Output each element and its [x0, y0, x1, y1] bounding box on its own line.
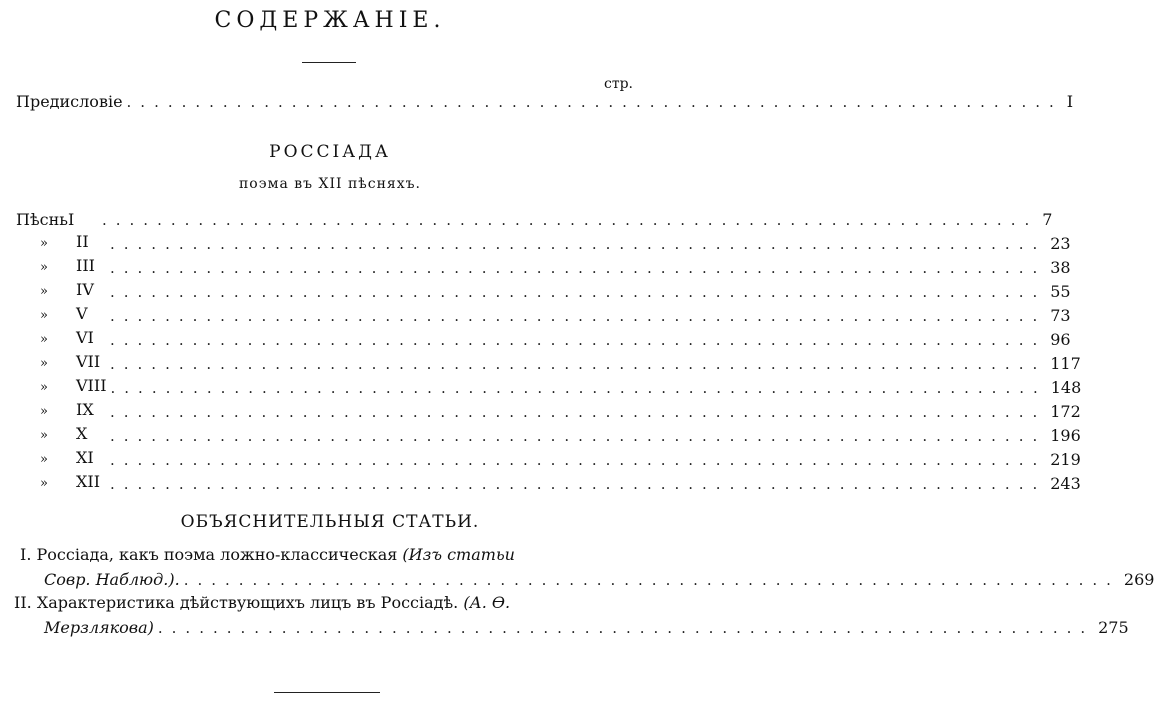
ditto-mark: » [40, 380, 48, 395]
toc-row-song [16, 254, 1071, 278]
toc-row-song [16, 302, 1071, 326]
ditto-mark: » [40, 260, 48, 275]
article-1-source-b: Совр. Наблюд.). [44, 570, 180, 589]
song-label [16, 210, 98, 230]
toc-row-song [16, 350, 1081, 374]
dot-leader: .................................................................... [110, 259, 1047, 277]
song-page: 55 [1050, 282, 1071, 301]
song-number: VIII [76, 376, 107, 395]
song-number: IX [76, 400, 94, 419]
end-rule [274, 692, 380, 693]
song-number: XII [76, 472, 101, 491]
ditto-mark: » [40, 284, 48, 299]
song-number: I [68, 210, 75, 229]
song-page: 23 [1050, 234, 1071, 253]
page-title: СОДЕРЖАНІЕ. [214, 8, 446, 33]
toc-row-article-2 [44, 614, 1129, 638]
dot-leader: .................................................................... [110, 403, 1047, 421]
section-heading-rossiada: РОССІАДА [269, 142, 391, 162]
dot-leader: .................................................................... [110, 307, 1047, 325]
toc-row-song [16, 398, 1081, 422]
dot-leader: .................................................................... [126, 93, 1063, 111]
song-label [16, 448, 106, 470]
ditto-mark: » [40, 404, 48, 419]
dot-leader: .................................................................... [102, 211, 1039, 229]
song-number: II [76, 232, 89, 251]
song-number: XI [76, 448, 94, 467]
toc-row-preface [16, 88, 1074, 112]
song-label [16, 304, 106, 326]
ditto-mark: » [40, 332, 48, 347]
song-label [16, 376, 107, 398]
dot-leader: .................................................................... [183, 571, 1120, 589]
ditto-mark: » [40, 356, 48, 371]
toc-row-article-1 [44, 566, 1154, 590]
song-number: III [76, 256, 95, 275]
dot-leader: .................................................................... [110, 451, 1047, 469]
song-page: 196 [1050, 426, 1081, 445]
toc-row-song [16, 470, 1081, 494]
song-label [16, 472, 106, 494]
song-label [16, 400, 106, 422]
toc-row-song [16, 230, 1071, 254]
preface-label: Предисловіе [16, 92, 123, 111]
ditto-mark: » [40, 452, 48, 467]
title-rule [302, 62, 356, 63]
dot-leader: .................................................................... [110, 355, 1047, 373]
toc-row-song [16, 206, 1053, 230]
song-label [16, 256, 106, 278]
article-2-source-a: (А. Ѳ. [463, 593, 511, 612]
song-number: X [76, 424, 88, 443]
song-number: VI [76, 328, 94, 347]
article-1-source-a: (Изъ статьи [402, 545, 515, 564]
song-page: 96 [1050, 330, 1071, 349]
ditto-mark: » [40, 308, 48, 323]
article-1-number: I. [20, 545, 32, 564]
dot-leader: .................................................................... [110, 427, 1047, 445]
section-heading-articles: ОБЪЯСНИТЕЛЬНЫЯ СТАТЬИ. [180, 512, 480, 532]
dot-leader: .................................................................... [110, 283, 1047, 301]
dot-leader: .................................................................... [110, 475, 1047, 493]
song-label [16, 232, 106, 254]
toc-row-song [16, 374, 1082, 398]
song-label [16, 280, 106, 302]
dot-leader: .................................................................... [110, 235, 1047, 253]
dot-leader: .................................................................... [110, 379, 1047, 397]
article-1-line1 [20, 544, 515, 566]
song-page: 7 [1042, 210, 1053, 229]
ditto-mark: » [40, 236, 48, 251]
song-label [16, 328, 106, 350]
dot-leader: .................................................................... [110, 331, 1047, 349]
toc-row-song [16, 326, 1071, 350]
song-page: 219 [1050, 450, 1081, 469]
article-1-title: Россіада, какъ поэма ложно-классическая [36, 545, 398, 564]
dot-leader: .................................................................... [157, 619, 1095, 637]
toc-row-song [16, 446, 1081, 470]
song-number: IV [76, 280, 94, 299]
song-number: V [76, 304, 88, 323]
song-page: 172 [1050, 402, 1081, 421]
toc-row-song [16, 278, 1071, 302]
article-2-source-b: Мерзлякова) [44, 618, 154, 637]
song-page: 73 [1050, 306, 1071, 325]
song-page: 243 [1050, 474, 1081, 493]
song-number: VII [76, 352, 101, 371]
song-label [16, 352, 106, 374]
article-2-page: 275 [1098, 618, 1129, 637]
song-word: Пѣснь [16, 210, 68, 229]
song-page: 38 [1050, 258, 1071, 277]
toc-row-song [16, 422, 1081, 446]
article-1-page: 269 [1123, 570, 1154, 589]
song-label [16, 424, 106, 446]
ditto-mark: » [40, 476, 48, 491]
song-page: 148 [1050, 378, 1082, 397]
article-2-title: Характеристика дѣйствующихъ лицъ въ Россіадѣ. [36, 593, 459, 612]
song-page: 117 [1050, 354, 1081, 373]
preface-page: I [1066, 92, 1074, 111]
ditto-mark: » [40, 428, 48, 443]
article-2-number: II. [14, 593, 32, 612]
section-subheading-rossiada: поэма въ XII пѣсняхъ. [238, 176, 422, 192]
page-column-label: стр. [604, 76, 633, 92]
article-2-line1 [14, 592, 510, 614]
